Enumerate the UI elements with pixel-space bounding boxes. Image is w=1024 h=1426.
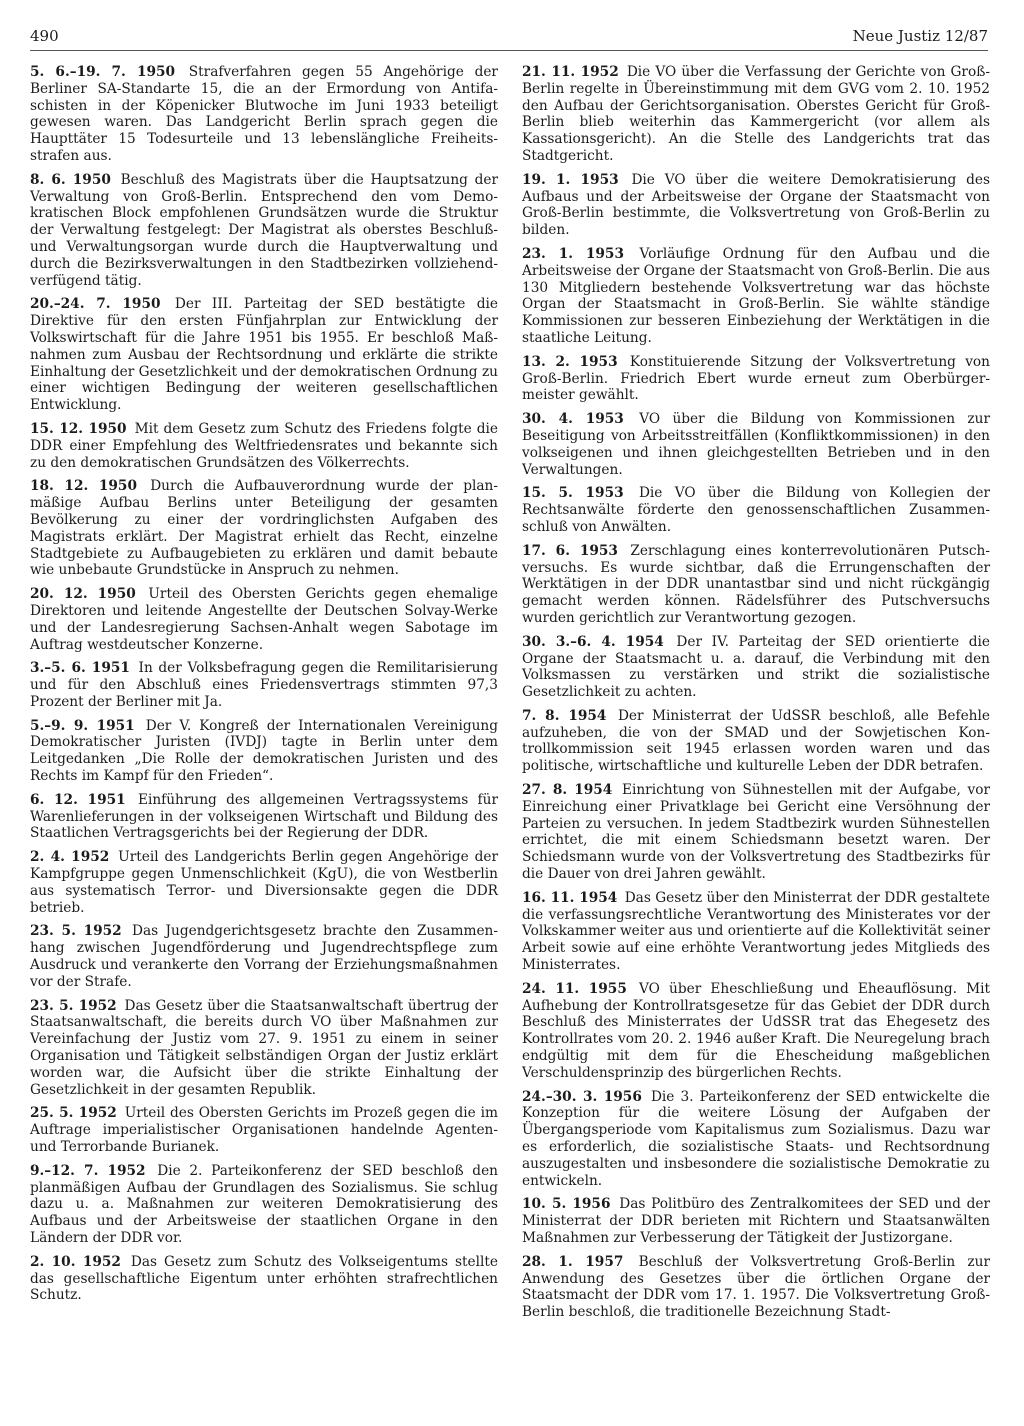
chronology-entry [30, 478, 498, 579]
entry-text: Zerschlagung eines konterrevolutionären Putschversuchs. Es wurde sichtbar, daß die Errungenschaften der Werktätigen in der DDR unantastbar sind und nicht rückgängig gemacht werden können. Rädelsführer des Putschversuchs wurden gerichtlich zur Verantwortung gezogen. [522, 542, 990, 626]
entry-date: 19. 1. 1953 [522, 171, 619, 188]
entry-date: 17. 6. 1953 [522, 542, 618, 559]
entry-text: Beschluß des Magistrats über die Hauptsatzung der Verwaltung von Groß-Berlin. Entsprechend den vom Demokratischen Block empfohlenen Grundsätzen wurde die Struktur der Verwaltung festgelegt: Der Magistrat als oberstes Beschluß- und Verwaltungsorgan wurde durch die Hauptverwaltung und durch die Bezirksverwaltungen in den Stadtbezirken vollziehend-verfügend tätig. [30, 171, 499, 289]
entry-text: Vorläufige Ordnung für den Aufbau und die Arbeitsweise der Organe der Staatsmacht von Groß-Berlin. Die aus 130 Mitgliedern bestehende Volksvertretung war das höchste Organ der Staatsmacht in Groß-Berlin. Sie wählte ständige Kommissionen zur besseren Einbeziehung der Werktätigen in die staatliche Leitung. [522, 245, 990, 346]
entry-date: 28. 1. 1957 [522, 1253, 624, 1270]
chronology-entry [30, 64, 498, 165]
entry-date: 3.–5. 6. 1951 [30, 660, 130, 677]
entry-date: 7. 8. 1954 [522, 707, 607, 724]
chronology-entry [522, 543, 990, 627]
entry-date: 9.–12. 7. 1952 [30, 1162, 146, 1179]
chronology-entry [522, 708, 990, 775]
chronology-entry [522, 1254, 990, 1321]
chronology-entry [522, 354, 990, 404]
entry-date: 23. 5. 1952 [30, 997, 117, 1014]
chronology-entry [30, 1163, 498, 1247]
entry-date: 5. 6.–19. 7. 1950 [30, 64, 176, 80]
chronology-entry [30, 660, 498, 710]
entry-date: 30. 3.–6. 4. 1954 [522, 633, 664, 650]
entry-date: 20. 12. 1950 [30, 586, 136, 603]
entry-text: Das Gesetz über den Ministerrat der DDR gestaltete die verfassungsrechtliche Verantwortung des Ministerates vor der Volkskammer weiter aus und orientierte auf die Kollektivität seiner Arbeit sowie auf eine erhöhte Verantwortung jedes Mitglieds des Ministerrates. [522, 889, 991, 974]
entry-text: Der III. Parteitag der SED bestätigte die Direktive für den ersten Fünfjahrplan zur Entwicklung der Volkswirtschaft für die Jahre 1951 bis 1955. Er beschloß Maßnahmen zum Ausbau der Rechtsordnung und erklärte die strikte Einhaltung der Gesetzlichkeit und der demokratischen Ordnung zu einer wichtigen Bedingung der weiteren gesellschaftlichen Entwicklung. [30, 296, 498, 414]
entry-text: Die 2. Parteikonferenz der SED beschloß den planmäßigen Aufbau der Grundlagen des Sozialismus. Sie schlug dazu u. a. Maßnahmen zur weiteren Demokratisierung des Aufbaus und der Arbeitsweise der staatlichen Organe in den Ländern der DDR vor. [30, 1162, 498, 1246]
page-number: 490 [30, 27, 59, 45]
entry-date: 25. 5. 1952 [30, 1105, 117, 1122]
left-column [30, 64, 498, 1311]
chronology-entry [30, 792, 498, 842]
journal-title: Neue Justiz 12/87 [852, 27, 988, 45]
chronology-entry [30, 1254, 498, 1304]
entry-date: 23. 1. 1953 [522, 245, 624, 262]
entry-date: 27. 8. 1954 [522, 782, 613, 799]
entry-text: Der V. Kongreß der Internationalen Vereinigung Demokratischer Juristen (IVDJ) tagte in Berlin unter dem Leitgedanken „Die Rolle der demokratischen Juristen und des Rechts im Kampf für den Frieden“. [30, 717, 498, 785]
entry-text: VO über Eheschließung und Eheauflösung. Mit Aufhebung der Kontrollratsgesetze für das Gebiet der DDR durch Beschluß des Ministerrates der UdSSR trat das Ehegesetz des Kontrollrates vom 20. 2. 1946 außer Kraft. Die Neuregelung brach endgültig mit dem für die Ehescheidung maßgeblichen Verschuldensprinzip des bürgerlichen Rechts. [522, 980, 990, 1081]
entry-text: Urteil des Obersten Gerichts im Prozeß gegen die im Auftrage imperialistischer Organisationen handelnde Agenten- und Terrorbande Burianek. [30, 1105, 498, 1156]
entry-date: 15. 5. 1953 [522, 485, 624, 502]
entry-text: Der Ministerrat der UdSSR beschloß, alle Befehle aufzuheben, die von der SMAD und der Sowjetischen Kontrollkommission seit 1945 erlassen worden waren und das politische, wirtschaftliche und kulturelle Leben der DDR betrafen. [522, 707, 990, 775]
entry-date: 2. 10. 1952 [30, 1253, 121, 1270]
chronology-entry [522, 634, 990, 701]
page-header [30, 22, 988, 51]
entry-text: Das Gesetz zum Schutz des Volkseigentums stellte das gesellschaftliche Eigentum unter erhöhten strafrechtlichen Schutz. [30, 1253, 498, 1304]
entry-date: 24.–30. 3. 1956 [522, 1088, 642, 1105]
entry-text: Konstituierende Sitzung der Volksvertretung von Groß-Berlin. Friedrich Ebert wurde erneut zum Oberbürgermeister gewählt. [522, 353, 990, 404]
entry-date: 16. 11. 1954 [522, 889, 618, 906]
entry-text: Urteil des Landgerichts Berlin gegen Angehörige der Kampfgruppe gegen Unmenschlichkeit (KgU), die von Westberlin aus systematisch Terror- und Diversionsakte gegen die DDR betrieb. [30, 849, 498, 916]
entry-date: 15. 12. 1950 [30, 420, 127, 437]
entry-date: 23. 5. 1952 [30, 923, 122, 940]
entry-date: 13. 2. 1953 [522, 353, 618, 370]
entry-date: 6. 12. 1951 [30, 791, 126, 808]
entry-text: Die VO über die Bildung von Kollegien der Rechtsanwälte förderte den genossenschaftlichen Zusammenschluß von Anwälten. [522, 485, 991, 535]
entry-date: 18. 12. 1950 [30, 478, 137, 495]
right-column [522, 64, 990, 1328]
entry-text: Mit dem Gesetz zum Schutz des Friedens folgte die DDR einer Empfehlung des Weltfriedensrates und bekannte sich zu den demokratischen Grundsätzen des Völkerrechts. [30, 420, 498, 471]
entry-text: Beschluß der Volksvertretung Groß-Berlin zur Anwendung des Gesetzes über die örtlichen Organe der Staatsmacht der DDR vom 17. 1. 1957. Die Volksvertretung Groß-Berlin beschloß, die traditionelle Bezeichnung Stadt- [522, 1253, 990, 1321]
chronology-entry [522, 172, 990, 239]
entry-text: VO über die Bildung von Kommissionen zur Beseitigung von Arbeitsstreitfällen (Konfliktkommissionen) in den volkseigenen und ihnen gleichgestellten Betrieben und in den Verwaltungen. [522, 411, 990, 478]
chronology-entry [522, 246, 990, 347]
entry-text: Die 3. Parteikonferenz der SED entwickelte die Konzeption für die weitere Lösung der Aufgaben der Übergangsperiode vom Kapitalismus zum Sozialismus. Dazu war es erforderlich, die sozialistische Staats- und Rechtsordnung auszugestalten und insbesondere die sozialistische Demokratie zu entwickeln. [522, 1088, 990, 1189]
entry-date: 10. 5. 1956 [522, 1196, 611, 1213]
chronology-entry [522, 411, 990, 478]
chronology-entry [30, 923, 498, 990]
chronology-entry [30, 421, 498, 471]
entry-text: In der Volksbefragung gegen die Remilitarisierung und für den Abschluß eines Friedensvertrags stimmten 97,3 Prozent der Berliner mit Ja. [30, 660, 498, 710]
entry-text: Die VO über die Verfassung der Gerichte von Groß-Berlin regelte in Übereinstimmung mit dem GVG vom 2. 10. 1952 den Aufbau der Gerichtsorganisation. Oberstes Gericht für Groß-Berlin blieb weiterhin das Kammergericht (vor allem als Kassationsgericht). An die Stelle des Landgerichts trat das Stadtgericht. [522, 64, 990, 164]
entry-date: 24. 11. 1955 [522, 980, 627, 997]
chronology-entry [30, 296, 498, 414]
entry-date: 30. 4. 1953 [522, 411, 624, 428]
entry-text: Einrichtung von Sühnestellen mit der Aufgabe, vor Einreichung einer Privatklage bei Gericht eine Versöhnung der Parteien zu versuchen. In jedem Stadtbezirk wurden Sühnestellen errichtet, die mit einem Schiedsmann besetzt waren. Der Schiedsmann wurde von der Volksvertretung des Stadtbezirks für die Dauer von drei Jahren gewählt. [522, 782, 990, 883]
chronology-entry [30, 718, 498, 785]
entry-date: 21. 11. 1952 [522, 64, 619, 80]
entry-text: Urteil des Obersten Gerichts gegen ehemalige Direktoren und leitende Angestellte der Deutschen Solvay-Werke und der Landesregierung Sachsen-Anhalt wegen Sabotage im Auftrag westdeutscher Konzerne. [30, 586, 498, 653]
chronology-entry [30, 586, 498, 653]
chronology-entry [522, 1196, 990, 1246]
chronology-entry [30, 998, 498, 1099]
chronology-entry [522, 890, 990, 974]
chronology-entry [522, 1089, 990, 1190]
entry-text: Das Jugendgerichtsgesetz brachte den Zusammenhang zwischen Jugendförderung und Jugendrechtspflege zum Ausdruck und verankerte den Vorrang der Erziehungsmaßnahmen vor der Strafe. [30, 923, 498, 990]
chronology-entry [30, 1105, 498, 1155]
chronology-entry [522, 64, 990, 165]
entry-text: Einführung des allgemeinen Vertragssystems für Warenlieferungen in der volkseigenen Wirtschaft und Bildung des Staatlichen Vertragsgerichts bei der Regierung der DDR. [30, 791, 498, 842]
entry-date: 2. 4. 1952 [30, 849, 110, 866]
entry-text: Durch die Aufbauverordnung wurde der planmäßige Aufbau Berlins unter Beteiligung der gesamten Bevölkerung zu einer der vordringlichsten Aufgaben des Magistrats erklärt. Der Magistrat erhielt das Recht, einzelne Stadtgebiete zu Aufbaugebieten zu erklären und damit bebaute wie unbebaute Grundstücke in Anspruch zu nehmen. [30, 478, 498, 579]
chronology-entry [30, 849, 498, 916]
chronology-entry [522, 782, 990, 883]
entry-date: 8. 6. 1950 [30, 171, 111, 188]
entry-text: Das Politbüro des Zentralkomitees der SED und der Ministerrat der DDR berieten mit Richtern und Staatsanwälten Maßnahmen zur Verbesserung der Tätigkeit der Justizorgane. [522, 1196, 991, 1246]
chronology-entry [30, 172, 498, 290]
entry-text: Der IV. Parteitag der SED orientierte die Organe der Staatsmacht u. a. darauf, die Verbindung mit den Volksmassen zu verstärken und strikt die sozialistische Gesetzlichkeit zu achten. [522, 633, 990, 701]
entry-date: 20.–24. 7. 1950 [30, 296, 161, 313]
chronology-entry [522, 485, 990, 535]
entry-text: Das Gesetz über die Staatsanwaltschaft übertrug der Staatsanwaltschaft, die bereits durch VO über Maßnahmen zur Vereinfachung der Justiz vom 27. 9. 1951 zu einem in seiner Organisation und Tätigkeit selbständigen Organ der Justiz erklärt worden war, die Aufsicht über die strikte Einhaltung der Gesetzlichkeit in der gesamten Republik. [30, 997, 498, 1098]
entry-date: 5.–9. 9. 1951 [30, 717, 135, 734]
entry-text: Strafverfahren gegen 55 Angehörige der Berliner SA-Standarte 15, die an der Ermordung von Antifaschisten in der Köpenicker Blutwoche im Juni 1933 beteiligt gewesen waren. Das Landgericht Berlin sprach gegen die Haupttäter 15 Todesurteile und 13 lebenslängliche Freiheitsstrafen aus. [30, 64, 498, 164]
chronology-entry [522, 981, 990, 1082]
entry-text: Die VO über die weitere Demokratisierung des Aufbaus und der Arbeitsweise der Organe der Staatsmacht von Groß-Berlin bestimmte, die Volksvertretung von Groß-Berlin zu bilden. [522, 171, 990, 239]
